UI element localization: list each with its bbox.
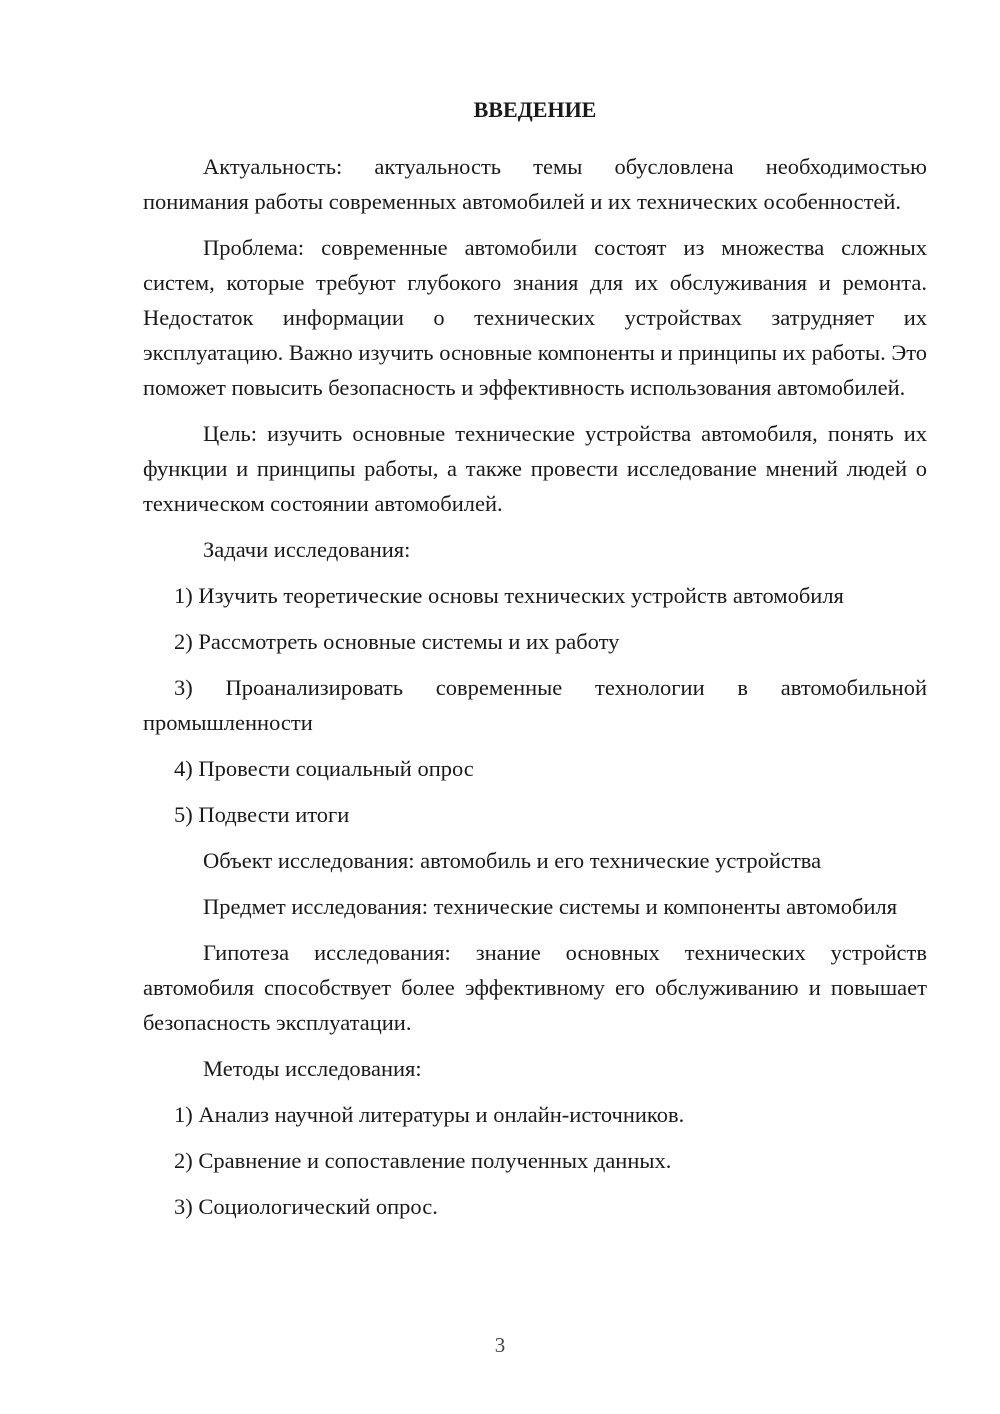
problem-paragraph: Проблема: современные автомобили состоят из множества сложных систем, которые требуют глубокого знания для их обслуживания и ремонта. Недостаток информации о технических устройствах затрудняет их эксплуатацию. Важно изучить основные компоненты и принципы их работы. Это поможет повысить безопасность и эффективность использования автомобилей. xyxy=(143,235,927,400)
task-item: 4) Провести социальный опрос xyxy=(174,756,474,781)
method-item: 2) Сравнение и сопоставление полученных данных. xyxy=(174,1148,672,1173)
task-item: 2) Рассмотреть основные системы и их работу xyxy=(174,629,620,654)
document-page xyxy=(143,92,927,1235)
method-item: 3) Социологический опрос. xyxy=(174,1194,438,1219)
subject-paragraph: Предмет исследования: технические системы и компоненты автомобиля xyxy=(203,894,898,919)
task-item: 1) Изучить теоретические основы технических устройств автомобиля xyxy=(174,583,844,608)
task-item: 3) Проанализировать современные технологии в автомобильной промышленности xyxy=(143,675,927,735)
hypothesis-paragraph: Гипотеза исследования: знание основных технических устройств автомобиля способствует более эффективному его обслуживанию и повышает безопасность эксплуатации. xyxy=(143,940,927,1035)
goal-paragraph: Цель: изучить основные технические устройства автомобиля, понять их функции и принципы работы, а также провести исследование мнений людей о техническом состоянии автомобилей. xyxy=(143,421,927,516)
object-paragraph: Объект исследования: автомобиль и его технические устройства xyxy=(203,848,822,873)
page-title: ВВЕДЕНИЕ xyxy=(473,97,597,122)
tasks-heading: Задачи исследования: xyxy=(203,537,411,562)
task-item: 5) Подвести итоги xyxy=(174,802,350,827)
method-item: 1) Анализ научной литературы и онлайн-источников. xyxy=(174,1102,685,1127)
methods-heading: Методы исследования: xyxy=(203,1056,422,1081)
page-number: 3 xyxy=(494,1333,506,1357)
relevance-paragraph: Актуальность: актуальность темы обусловлена необходимостью понимания работы современных автомобилей и их технических особенностей. xyxy=(143,154,927,214)
